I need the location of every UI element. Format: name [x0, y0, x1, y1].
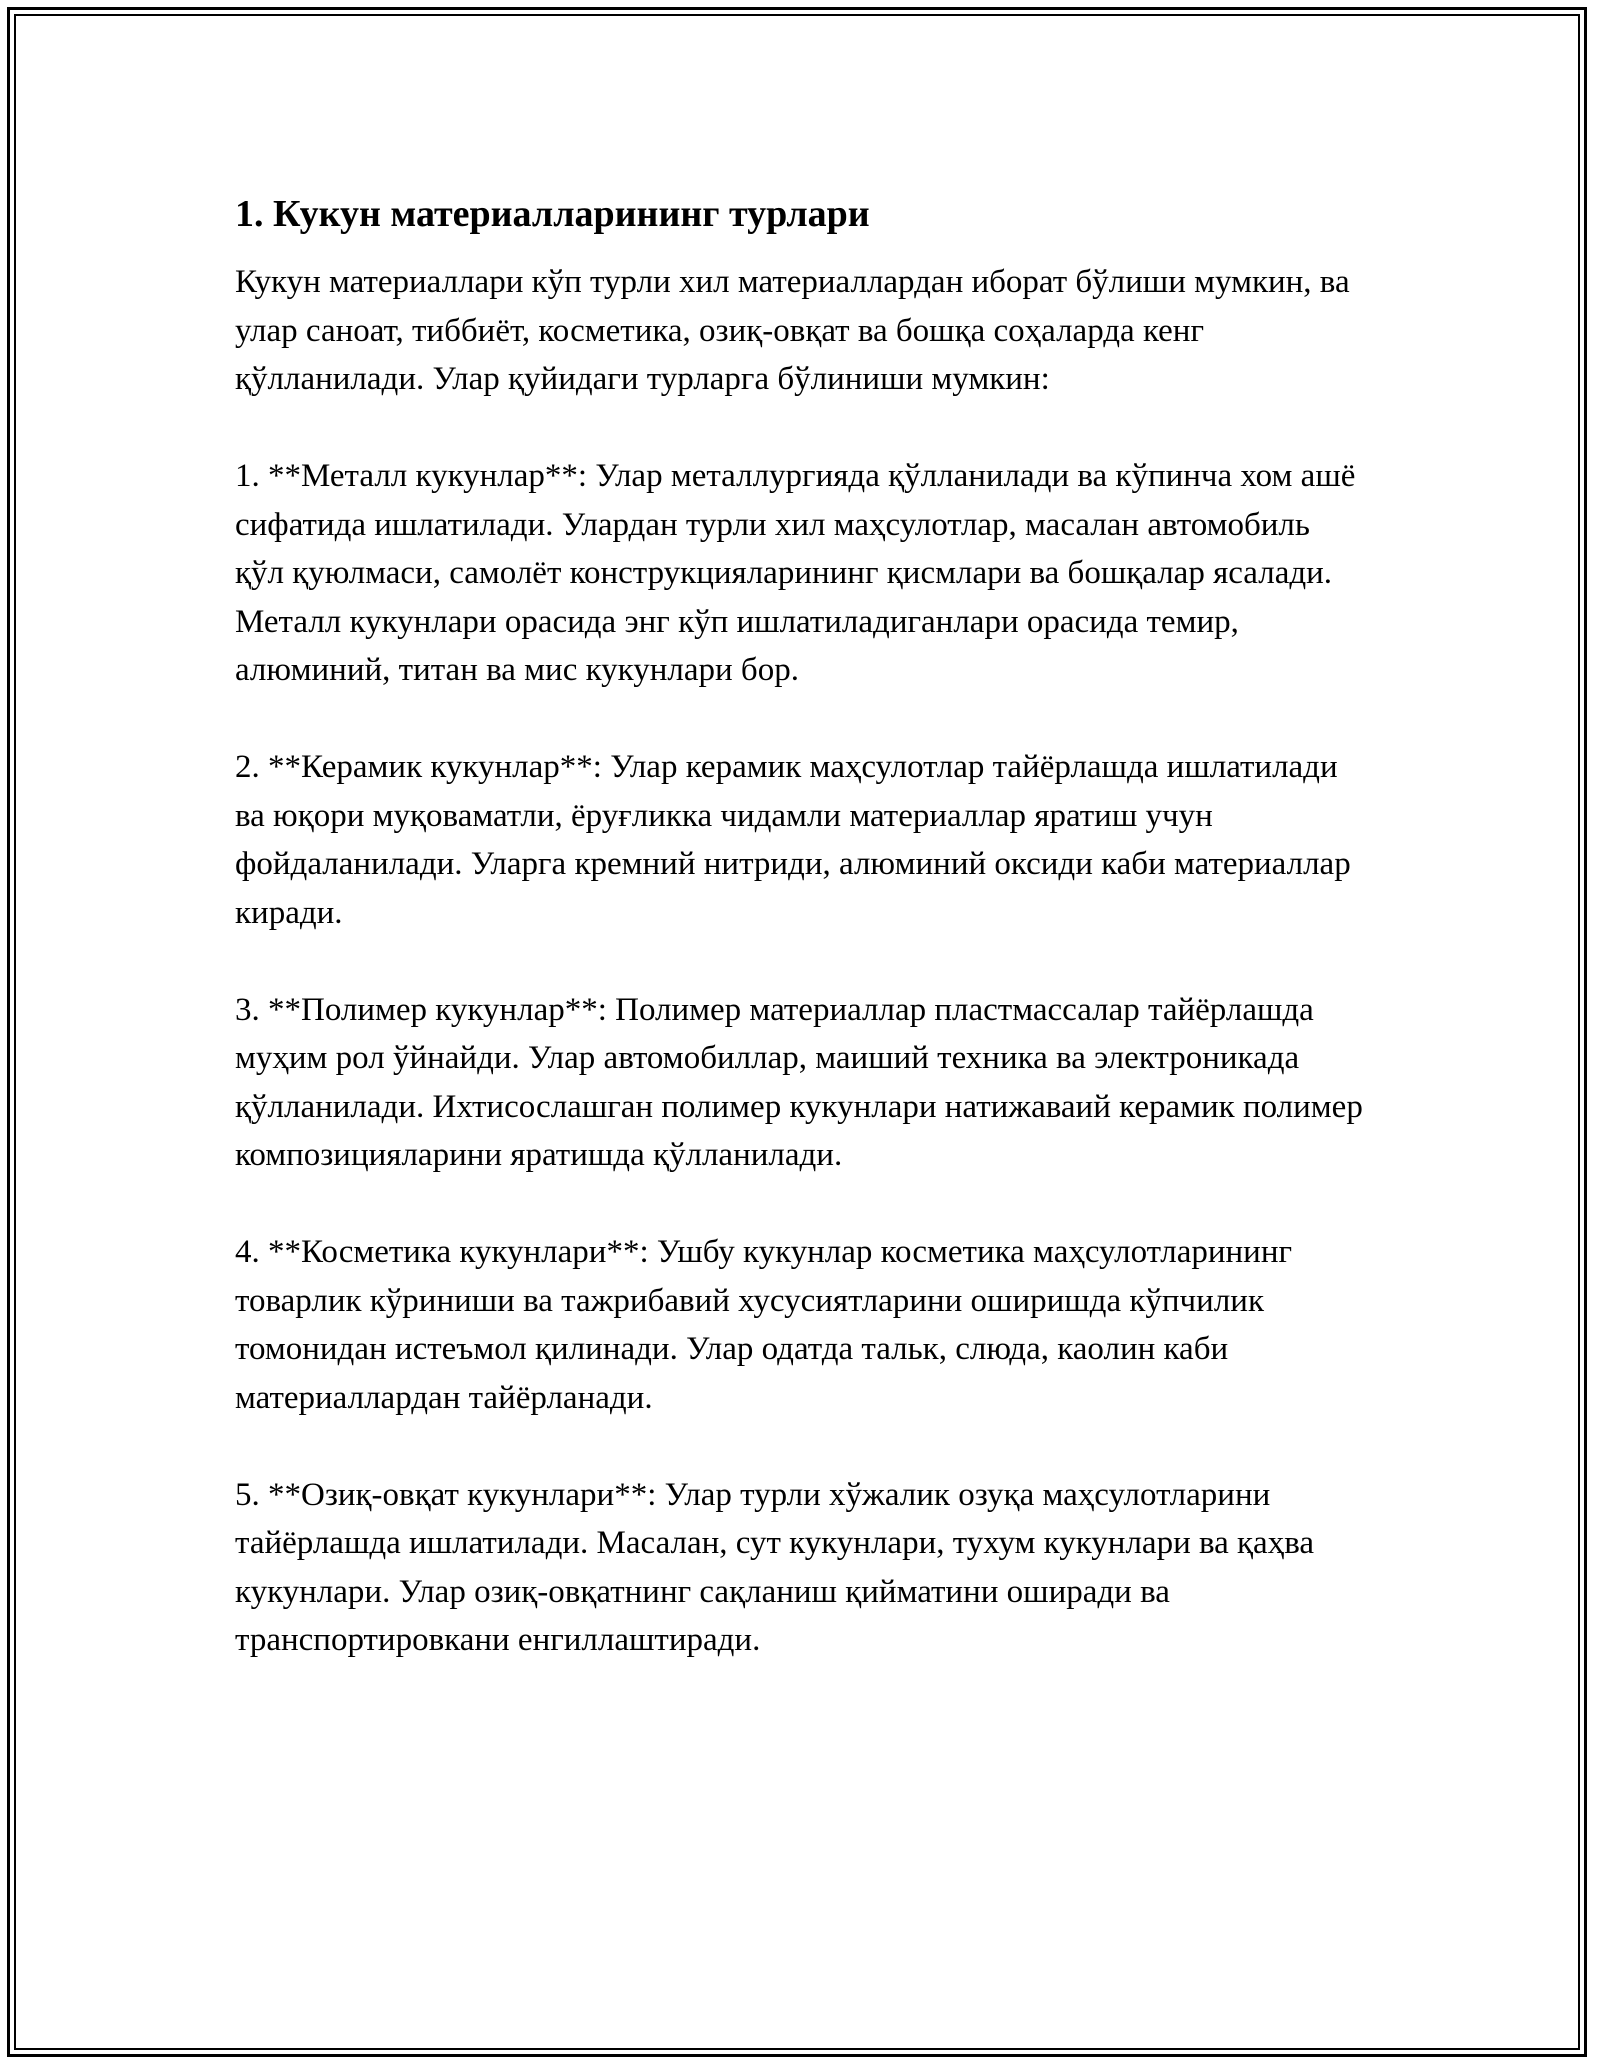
list-item-cosmetic-powders: 4. **Косметика кукунлари**: Ушбу кукунлар косметика маҳсулотларининг товарлик кўриниши ва тажрибавий хусусиятларини оширишда кўпчилик томонидан истеъмол қилинади. Улар одатда тальк, слюда, каолин каби материаллардан тайёрланади. — [235, 1234, 1293, 1416]
document-body — [235, 190, 1365, 1665]
list-item-ceramic-powders: 2. **Керамик кукунлар**: Улар керамик маҳсулотлар тайёрлашда ишлатилади ва юқори муқоваматли, ёруғликка чидамли материаллар яратиш учун фойдаланилади. Уларга кремний нитриди, алюминий оксиди каби материаллар киради. — [235, 749, 1351, 931]
section-heading: 1. Кукун материалларининг турлари — [235, 193, 870, 235]
intro-paragraph: Кукун материаллари кўп турли хил материаллардан иборат бўлиши мумкин, ва улар саноат, тиббиёт, косметика, озиқ-овқат ва бошқа соҳаларда кенг қўлланилади. Улар қуйидаги турларга бўлиниши мумкин: — [235, 264, 1350, 397]
list-item-metal-powders: 1. **Металл кукунлар**: Улар металлургияда қўлланилади ва кўпинча хом ашё сифатида ишлатилади. Улардан турли хил маҳсулотлар, масалан автомобиль қўл қуюлмаси, самолёт конструкцияларининг қисмлари ва бошқалар ясалади. Металл кукунлари орасида энг кўп ишлатиладиганлари орасида темир, алюминий, титан ва мис кукунлари бор. — [235, 458, 1356, 688]
list-item-polymer-powders: 3. **Полимер кукунлар**: Полимер материаллар пластмассалар тайёрлашда муҳим рол ўйнайди. Улар автомобиллар, маиший техника ва электроникада қўлланилади. Ихтисослашган полимер кукунлари натижаваий керамик полимер композицияларини яратишда қўлланилади. — [235, 991, 1363, 1173]
list-item-food-powders: 5. **Озиқ-овқат кукунлари**: Улар турли хўжалик озуқа маҳсулотларини тайёрлашда ишлатилади. Масалан, сут кукунлари, тухум кукунлари ва қаҳва кукунлари. Улар озиқ-овқатнинг сақланиш қийматини оширади ва транспортировкани енгиллаштиради. — [235, 1476, 1314, 1658]
